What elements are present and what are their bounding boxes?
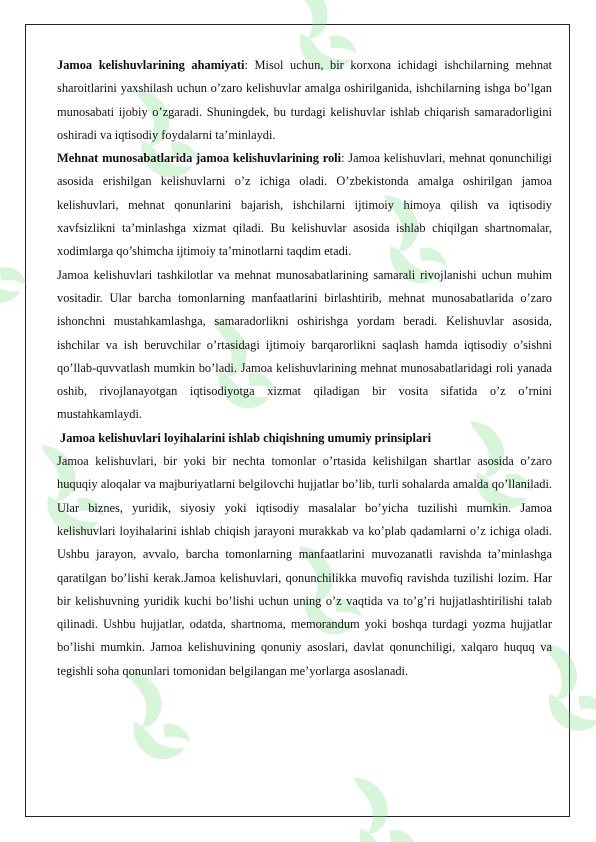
paragraph-importance bbox=[57, 54, 552, 147]
paragraph-text: : Jamoa kelishuvlari, mehnat qonunchiligi asosida erishilgan kelishuvlarni o’z ichiga oladi. O’zbekistonda amalga oshirilgan jamoa kelishuvlari, mehnat qonunlarini bajarish, ishchilarni ijtimoiy himoya qilish va iqtisodiy xavfsizlikni ta’minlashga xizmat qiladi. Bu kelishuvlar asosida ishlab chiqilgan shartnomalar, xodimlarga qo’shimcha ijtimoiy ta’minotlarni taqdim etadi. bbox=[57, 151, 552, 259]
document-body bbox=[57, 54, 552, 683]
paragraph-heading: Jamoa kelishuvlarining ahamiyati bbox=[57, 58, 245, 72]
paragraph-role bbox=[57, 147, 552, 263]
paragraph-principles: Jamoa kelishuvlari, bir yoki bir nechta tomonlar o’rtasida kelishilgan shartlar asosida o’zaro huquqiy aloqalar va majburiyatlarni belgilovchi hujjatlar bo’lib, turli sohalarda amalda qo’llaniladi. Ular biznes, yuridik, siyosiy yoki iqtisodiy masalalar bo’yicha tuzilishi mumkin. Jamoa kelishuvlari loyihalarini ishlab chiqish jarayoni murakkab va ko’plab qadamlarni o’z ichiga oladi. Ushbu jarayon, avvalo, barcha tomonlarning manfaatlarini muvozanatli ravishda ta’minlashga qaratilgan bo’lishi kerak.Jamoa kelishuvlari, qonunchilikka muvofiq ravishda tuzilishi lozim. Har bir kelishuvning yuridik kuchi bo’lishi uchun uning o’z vaqtida va to’g’ri hujjatlashtirilishi talab qilinadi. Ushbu hujjatlar, odatda, shartnoma, memorandum yoki boshqa turdagi yozma hujjatlar bo’lishi mumkin. Jamoa kelishuvining qonuniy asoslari, davlat qonunchiligi, xalqaro huquq va tegishli soha qonunlari tomonidan belgilangan me’yorlarga asoslanadi. bbox=[57, 454, 552, 678]
paragraph-heading: Mehnat munosabatlarida jamoa kelishuvlarining roli bbox=[57, 151, 342, 166]
paragraph-summary: Jamoa kelishuvlari tashkilotlar va mehnat munosabatlarining samarali rivojlanishi uchun muhim vositadir. Ular barcha tomonlarning manfaatlarini birlashtirib, mehnat munosabatlarida o’zaro ishonchni mustahkamlashga, samaradorlikni oshirishga yordam beradi. Kelishuvlar asosida, ishchilar va ish beruvchilar o’rtasidagi ijtimoiy barqarorlikni saqlash hamda iqtisodiy o’sishni qo’llab-quvvatlash mumkin bo’ladi. Jamoa kelishuvlarining mehnat munosabatlaridagi roli yanada oshib, rivojlanayotgan iqtisodiyotga xizmat qiladigan bir vosita sifatida o’z o’rnini mustahkamlaydi. bbox=[57, 267, 552, 422]
section-heading: Jamoa kelishuvlari loyihalarini ishlab chiqishning umumiy prinsiplari bbox=[60, 430, 432, 445]
paragraph-text: : Misol uchun, bir korxona ichidagi ishchilarning mehnat sharoitlarini yaxshilash uchun o’zaro kelishuvlar amalga oshirilganida, ishchilarning ishga bo’lgan munosabati ijobiy o’zgaradi. Shuningdek, bu turdagi kelishuvlar ishlab chiqarish samaradorligini oshiradi va iqtisodiy foydalarni ta’minlaydi. bbox=[57, 58, 552, 142]
